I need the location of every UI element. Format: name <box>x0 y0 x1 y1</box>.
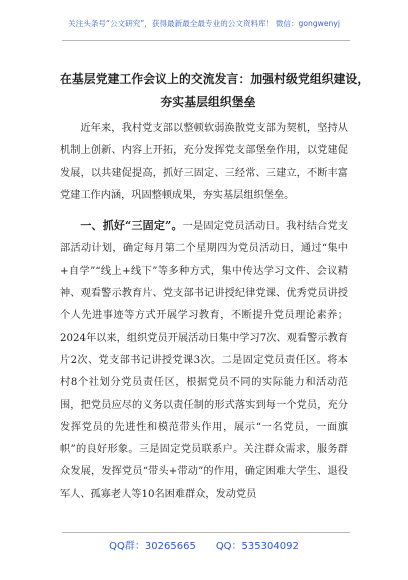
footer-qq-group: QQ群：30265665 <box>109 541 196 552</box>
document-body <box>60 118 348 506</box>
header-divider <box>62 40 350 41</box>
section1-body: 一是固定党员活动日。我村结合党支部活动计划，确定每月第二个星期四为党员活动日，通过“集中+自学”“线上+线下”等多种方式，集中传达学习文件、会议精神、观看警示教育片、党支部书记讲授纪律党课、优秀党员讲授个人先进事迹等方式开展学习教育，不断提升党员理论素养；2024年以来，组织党员开展活动日集中学习7次、观看警示教育片2次、党支部书记讲授党课3次。二是固定党员责任区。将本村8个社划分党员责任区，根据党员不同的实际能力和活动范围，把党员应尽的义务以责任制的形式落实到每一个党员，充分发挥党员的先进性和模范带头作用，展示“一名党员，一面旗帜”的良好形象。三是固定党员联系户。关注群众需求，服务群众发展，发挥党员“带头+带动”的作用，确定困难大学生、退役军人、孤寡老人等10名困难群众，发动党员 <box>60 221 349 500</box>
document-title-line2: 夯实基层组织堡垒 <box>160 95 256 109</box>
footer-qq: QQ：535304092 <box>215 541 299 552</box>
section1-paragraph <box>60 215 348 506</box>
footer-divider <box>62 532 350 533</box>
footer-contact <box>0 537 408 552</box>
document-title-line1: 在基层党建工作会议上的交流发言：加强村级党组织建设， <box>60 72 370 86</box>
header-banner: 关注头条号“公文研究”，获得最新最全最专业的公文资料库！ 微信：gongwenyj <box>68 19 340 28</box>
intro-paragraph: 近年来，我村党支部以整顿软弱涣散党支部为契机，坚持从机制上创新、内容上开拓，充分发挥党支部堡垒作用，以党建促发展，以共建促提高，抓好三固定、三经常、三建立，不断丰富党建工作内涵，巩固整顿成果，夯实基层组织堡垒。 <box>60 123 348 201</box>
section1-heading: 一、抓好“三固定”。 <box>80 219 183 233</box>
